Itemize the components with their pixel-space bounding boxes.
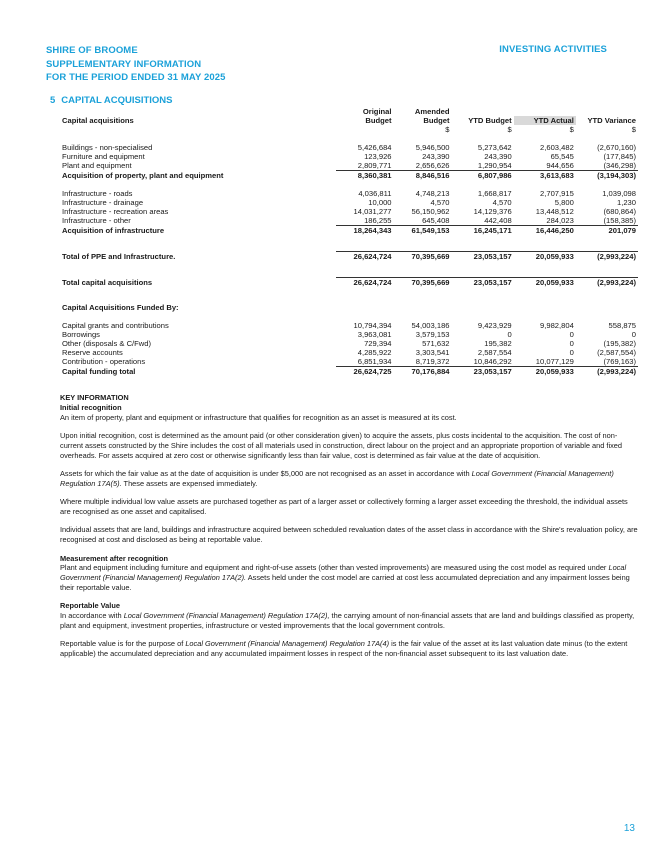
table-cell: 5,426,684	[357, 143, 392, 152]
table-row	[60, 198, 638, 207]
row-label: Infrastructure - drainage	[62, 198, 144, 207]
table-cell: 2,809,771	[336, 161, 394, 171]
capital-acquisitions-table	[60, 107, 638, 376]
table-cell: 10,846,292	[452, 357, 514, 367]
table-cell: 20,059,933	[514, 252, 576, 262]
table-cell: (2,587,554)	[597, 348, 636, 357]
table-cell: 70,395,669	[394, 278, 452, 288]
table-row	[60, 303, 638, 312]
section-title-text: CAPITAL ACQUISITIONS	[61, 95, 173, 106]
table-cell: 0	[631, 330, 636, 339]
table-cell: (3,194,303)	[597, 171, 636, 180]
table-cell: 2,603,482	[540, 143, 574, 152]
initial-recognition-heading: Initial recognition	[60, 402, 122, 412]
table-row	[60, 116, 638, 125]
row-label: Total capital acquisitions	[62, 277, 153, 287]
table-cell: 944,656	[514, 161, 576, 171]
table-row	[60, 278, 638, 288]
table-cell: 8,360,381	[357, 171, 392, 180]
table-cell: 1,230	[616, 198, 636, 207]
note-paragraph: An item of property, plant and equipment or infrastructure that qualifies for recognition as an asset is measured at its cost.	[60, 412, 457, 422]
section-number: 5	[50, 95, 56, 106]
row-label: Capital funding total	[62, 366, 136, 376]
table-cell: 56,150,962	[411, 207, 450, 216]
table-cell: 6,851,934	[336, 357, 394, 367]
row-label: Reserve accounts	[62, 348, 123, 357]
table-cell: 14,031,277	[353, 207, 392, 216]
table-cell: 4,036,811	[358, 189, 392, 198]
table-cell: 8,846,516	[415, 171, 450, 180]
note-paragraph: Reportable value is for the purpose of Local Government (Financial Management) Regulation 17A(4) is the fair value of the asset at its last valuation date minus (to the extent applicable) the accumulated depreciation and any accumulated impairment losses in respect of the non-financial asset subsequent to its last valuation date.	[60, 639, 628, 659]
table-cell: YTD Budget	[468, 116, 512, 125]
table-row	[60, 367, 638, 377]
table-cell: 16,245,171	[473, 226, 512, 235]
table-cell: 571,632	[422, 339, 450, 348]
table-cell: 70,176,884	[411, 367, 450, 376]
table-cell: 4,570	[492, 198, 512, 207]
table-row	[60, 189, 638, 198]
table-cell: 23,053,157	[452, 278, 514, 288]
table-cell: 0	[569, 339, 574, 348]
row-label: Capital grants and contributions	[62, 321, 169, 330]
table-row	[60, 207, 638, 216]
row-label: Infrastructure - other	[62, 216, 131, 226]
table-cell: 5,800	[554, 198, 574, 207]
table-cell: 284,023	[514, 216, 576, 226]
table-cell: 186,255	[336, 216, 394, 226]
table-cell: (769,163)	[576, 357, 638, 367]
table-cell: 3,303,541	[415, 348, 450, 357]
table-cell: 2,656,626	[394, 161, 452, 171]
table-cell: 5,273,642	[477, 143, 512, 152]
table-cell: $	[507, 125, 512, 134]
table-cell: 13,448,512	[535, 207, 574, 216]
table-cell: 645,408	[394, 216, 452, 226]
table-row	[60, 321, 638, 330]
table-cell: 9,423,929	[477, 321, 512, 330]
row-label	[60, 107, 336, 116]
row-label: Acquisition of infrastructure	[62, 225, 165, 235]
table-cell: (2,993,224)	[576, 252, 638, 262]
table-cell: 123,926	[364, 152, 392, 161]
table-cell: 4,285,922	[357, 348, 392, 357]
table-row	[60, 171, 638, 181]
table-cell: Amended	[414, 107, 450, 116]
table-row	[60, 161, 638, 171]
table-cell: 243,390	[484, 152, 512, 161]
row-label: Acquisition of property, plant and equipment	[62, 170, 224, 180]
table-cell: (177,845)	[603, 152, 636, 161]
table-cell: (2,993,224)	[576, 278, 638, 288]
note-paragraph: In accordance with Local Government (Financial Management) Regulation 17A(2), the carrying amount of non-financial assets that are land and buildings classified as property, plant and equipment, investment properties, infrastructure or vested improvements that the local government controls.	[60, 611, 635, 630]
table-cell: 195,382	[484, 339, 512, 348]
table-cell: Original	[362, 107, 392, 116]
table-cell: 0	[569, 348, 574, 357]
spacer-row	[60, 134, 638, 143]
table-row	[60, 330, 638, 339]
note-paragraph: Individual assets that are land, buildings and infrastructure acquired between scheduled revaluation dates of the asset class in accordance with the Shire's revaluation policy, are recognised at cost and disclosed as being at reportable value.	[60, 525, 638, 545]
table-row	[60, 152, 638, 161]
table-cell: 20,059,933	[535, 367, 574, 376]
report-header	[46, 44, 226, 85]
measurement-heading: Measurement after recognition	[60, 553, 169, 563]
row-label: Infrastructure - roads	[62, 189, 133, 198]
row-label	[60, 125, 336, 134]
table-cell	[576, 107, 638, 116]
table-cell: 2,587,554	[477, 348, 512, 357]
table-cell: 10,077,129	[514, 357, 576, 367]
table-cell: 1,290,954	[452, 161, 514, 171]
table-cell: 2,707,915	[540, 189, 574, 198]
table-cell: Budget	[365, 116, 392, 125]
section-category: INVESTING ACTIVITIES	[499, 44, 607, 55]
row-label: Buildings - non-specialised	[62, 143, 153, 152]
table-cell: 8,719,372	[394, 357, 452, 367]
table-cell: Budget	[423, 116, 450, 125]
table-cell: 26,624,724	[336, 278, 394, 288]
row-label: Other (disposals & C/Fwd)	[62, 339, 152, 348]
table-cell: 18,264,343	[353, 226, 392, 235]
table-cell: 70,395,669	[394, 252, 452, 262]
table-cell: (680,864)	[603, 207, 636, 216]
table-cell: 9,982,804	[540, 321, 574, 330]
table-cell: (195,382)	[603, 339, 636, 348]
table-cell: 26,624,724	[336, 252, 394, 262]
table-cell: 10,794,394	[353, 321, 392, 330]
table-cell: 54,003,186	[411, 321, 450, 330]
report-subtitle: SUPPLEMENTARY INFORMATION	[46, 58, 202, 70]
row-label: Capital acquisitions	[62, 116, 134, 125]
table-cell: $	[445, 125, 450, 134]
table-cell: 243,390	[422, 152, 450, 161]
table-cell: 0	[507, 330, 512, 339]
spacer-row	[60, 235, 638, 244]
table-row	[60, 216, 638, 226]
row-label: Borrowings	[62, 330, 100, 339]
table-cell: $	[569, 125, 574, 134]
table-cell: YTD Actual	[514, 116, 576, 125]
table-cell: 3,579,153	[415, 330, 450, 339]
note-paragraph: Where multiple individual low value assets are purchased together as part of a larger asset or collectively forming a larger asset exceeding the threshold, the individual assets are recognised as one asset and capitalised.	[60, 497, 628, 516]
table-cell: 1,039,098	[602, 189, 636, 198]
table-cell: 1,668,817	[477, 189, 512, 198]
note-paragraph: Plant and equipment including furniture and equipment and right-of-use assets (other than vested improvements) are measured using the cost model as required under Local Government (Financial Management) Regulation 17A(2). Assets held under the cost model are carried at cost less accumulated depreciation and any impairment losses being their reportable value.	[60, 563, 630, 592]
table-cell: 4,748,213	[415, 189, 450, 198]
org-name: SHIRE OF BROOME	[46, 45, 138, 56]
table-row	[60, 357, 638, 367]
table-cell: (2,993,224)	[597, 367, 636, 376]
table-row	[60, 252, 638, 262]
table-cell: (346,298)	[576, 161, 638, 171]
table-cell: 10,000	[368, 198, 392, 207]
key-info-heading: KEY INFORMATION	[60, 393, 129, 402]
table-cell: (158,385)	[576, 216, 638, 226]
row-label: Total of PPE and Infrastructure.	[62, 251, 176, 261]
spacer-row	[60, 296, 638, 303]
table-cell	[452, 107, 514, 116]
table-cell: 0	[569, 330, 574, 339]
table-cell: 65,545	[550, 152, 574, 161]
table-cell: 23,053,157	[473, 367, 512, 376]
table-cell: 5,946,500	[415, 143, 450, 152]
table-row	[60, 348, 638, 357]
table-cell: 442,408	[452, 216, 514, 226]
spacer-row	[60, 312, 638, 321]
row-label: Plant and equipment	[62, 161, 132, 171]
table-cell: 6,807,986	[477, 171, 512, 180]
table-row	[60, 143, 638, 152]
table-cell: 3,963,081	[357, 330, 392, 339]
table-cell: 14,129,376	[473, 207, 512, 216]
note-paragraph: Upon initial recognition, cost is determined as the amount paid (or other consideration given) to acquire the assets, plus costs incidental to the acquisition. The cost of non-current assets constructed by the Shire includes the cost of all materials used in construction, direct labour on the project and an appropriate proportion of variable and fixed overheads. For assets acquired at zero cost or otherwise significantly less than fair value, cost is determined as fair value at the date of acquisition.	[60, 430, 623, 460]
report-period: FOR THE PERIOD ENDED 31 MAY 2025	[46, 72, 226, 83]
table-row	[60, 339, 638, 348]
table-cell: 729,394	[364, 339, 392, 348]
table-cell	[514, 107, 576, 116]
table-cell	[336, 125, 394, 134]
spacer-row	[60, 244, 638, 252]
page-number: 13	[623, 823, 635, 834]
spacer-row	[60, 180, 638, 189]
table-cell: 558,875	[608, 321, 636, 330]
row-label: Contribution - operations	[62, 357, 146, 367]
section-title	[50, 95, 173, 106]
table-cell: (2,670,160)	[597, 143, 636, 152]
spacer-row	[60, 261, 638, 270]
table-row	[60, 226, 638, 236]
table-cell: 4,570	[430, 198, 450, 207]
table-cell: 3,613,683	[540, 171, 574, 180]
table-row	[60, 107, 638, 116]
table-row	[60, 125, 638, 134]
note-paragraph: Assets for which the fair value as at the date of acquisition is under $5,000 are not recognised as an asset in accordance with Local Government (Financial Management) Regulation 17A(5). These assets are expensed immediately.	[60, 468, 614, 488]
table-cell: 201,079	[608, 226, 636, 235]
table-cell: 61,549,153	[411, 226, 450, 235]
row-label: Infrastructure - recreation areas	[62, 207, 169, 216]
table-cell: 23,053,157	[452, 252, 514, 262]
row-label: Furniture and equipment	[62, 152, 145, 161]
spacer-row	[60, 270, 638, 278]
table-cell: $	[631, 125, 636, 134]
table-cell: YTD Variance	[587, 116, 636, 125]
table-cell: 16,446,250	[535, 226, 574, 235]
table-cell: 26,624,725	[353, 367, 392, 376]
spacer-row	[60, 287, 638, 296]
key-information-notes	[60, 393, 640, 667]
reportable-value-heading: Reportable Value	[60, 601, 120, 611]
table-cell: 20,059,933	[514, 278, 576, 288]
row-label: Capital Acquisitions Funded By:	[62, 303, 179, 312]
